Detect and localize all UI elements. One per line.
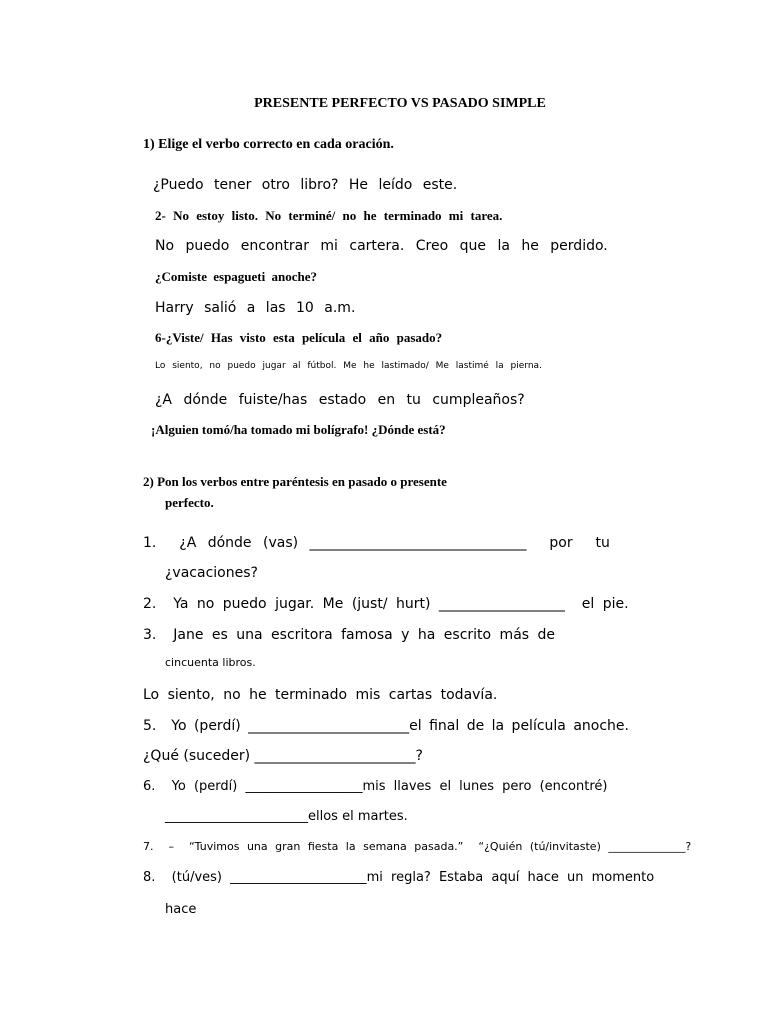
- section-2-heading: 2) Pon los verbos entre paréntesis en pasado o presente: [143, 474, 447, 489]
- section-2-item: 6. Yo (perdí) __________________mis llaves el lunes pero (encontré): [143, 779, 608, 794]
- section-2-item: 3. Jane es una escritora famosa y ha escrito más de: [143, 627, 556, 643]
- section-2-item: 1. ¿A dónde (vas) _______________________________ por tu: [143, 535, 610, 551]
- section-2-item: ¿vacaciones?: [165, 565, 258, 581]
- section-1-item: No puedo encontrar mi cartera. Creo que la he perdido.: [155, 238, 608, 254]
- section-2-item: 2. Ya no puedo jugar. Me (just/ hurt) __________________ el pie.: [143, 596, 629, 612]
- page-title: PRESENTE PERFECTO VS PASADO SIMPLE: [254, 96, 546, 111]
- section-2-item: cincuenta libros.: [165, 656, 256, 669]
- section-2-item: 5. Yo (perdí) _______________________el final de la película anoche.: [143, 718, 629, 734]
- section-2-item: 7. – “Tuvimos una gran fiesta la semana pasada.” “¿Quién (tú/invitaste) ______________?: [143, 840, 692, 853]
- section-1-item: Lo siento, no puedo jugar al fútbol. Me he lastimado/ Me lastimé la pierna.: [155, 361, 542, 371]
- section-1-item: Harry salió a las 10 a.m.: [155, 300, 356, 316]
- section-1-item: ¿Puedo tener otro libro? He leído este.: [153, 177, 458, 193]
- section-2-item: ¿Qué (suceder) _______________________?: [143, 748, 423, 764]
- section-1-heading: 1) Elige el verbo correcto en cada oración.: [143, 137, 394, 152]
- section-2-item: ______________________ellos el martes.: [165, 809, 408, 824]
- section-1-item: ¡Alguien tomó/ha tomado mi bolígrafo! ¿Dónde está?: [151, 422, 446, 437]
- section-1-item: ¿A dónde fuiste/has estado en tu cumpleaños?: [155, 392, 525, 408]
- section-1-item: 2- No estoy listo. No terminé/ no he terminado mi tarea.: [155, 208, 503, 223]
- section-2-item: Lo siento, no he terminado mis cartas todavía.: [143, 687, 498, 703]
- section-2-item: 8. (tú/ves) _____________________mi regla? Estaba aquí hace un momento: [143, 870, 655, 885]
- section-1-item: 6-¿Viste/ Has visto esta película el año pasado?: [155, 330, 443, 345]
- section-1-item: ¿Comiste espagueti anoche?: [155, 269, 317, 284]
- section-2-item: hace: [165, 902, 197, 917]
- section-2-heading-continued: perfecto.: [165, 495, 214, 510]
